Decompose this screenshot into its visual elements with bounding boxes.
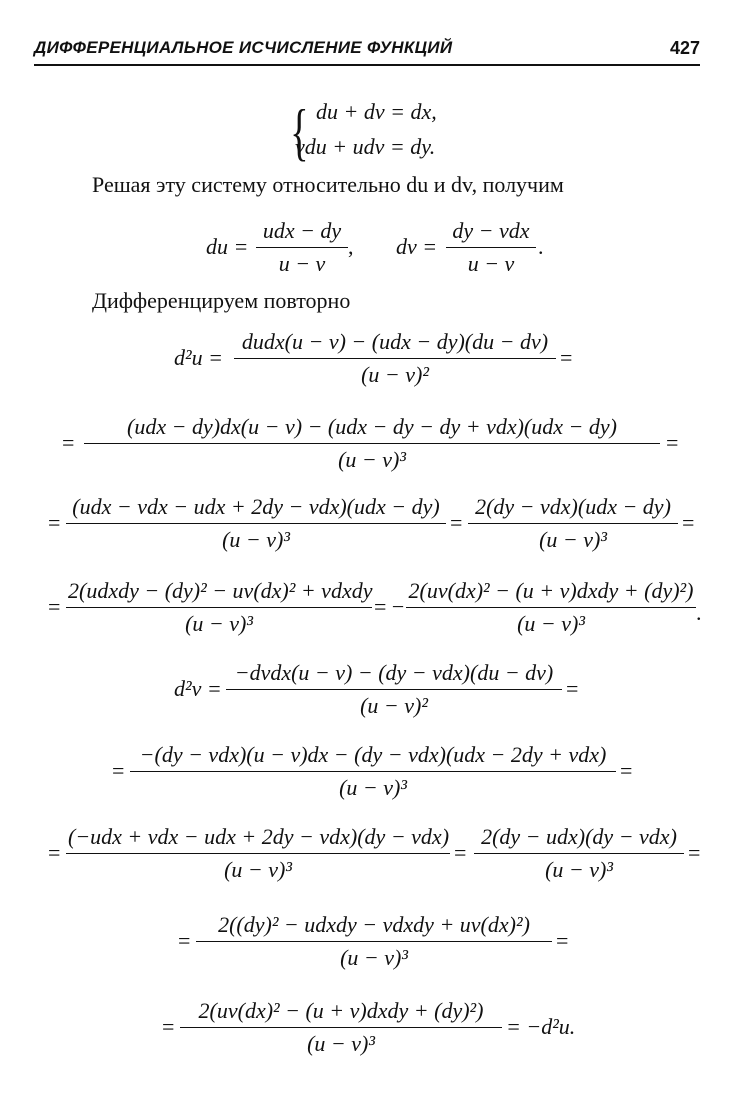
equals-sign: = xyxy=(48,510,61,535)
equals-sign: = xyxy=(560,345,573,370)
d2u-fraction-6 xyxy=(406,578,696,637)
numerator: 2(udxdy − (dy)² − uv(dx)² + vdxdy xyxy=(68,578,373,603)
page-header xyxy=(34,38,700,66)
equals-sign: = xyxy=(48,594,61,619)
d2u-fraction-1 xyxy=(234,329,556,388)
d2v-fraction-6 xyxy=(180,998,502,1057)
numerator: −dvdx(u − v) − (dy − vdx)(du − dv) xyxy=(234,660,554,685)
equals-sign: = xyxy=(688,840,701,865)
d2v-fraction-4 xyxy=(474,824,684,883)
numerator: −(dy − vdx)(u − v)dx − (dy − vdx)(udx − 2dy + vdx) xyxy=(139,742,607,767)
d2v-label: d²v = xyxy=(174,676,222,701)
numerator: 2(uv(dx)² − (u + v)dxdy + (dy)²) xyxy=(198,998,484,1023)
equals-sign: = xyxy=(162,1014,175,1039)
period: . xyxy=(538,234,544,259)
denominator: (u − v)³ xyxy=(185,611,253,636)
d2u-fraction-2 xyxy=(84,414,660,473)
d2u-label: d²u = xyxy=(174,345,223,370)
denominator: (u − v)³ xyxy=(222,527,290,552)
denominator: (u − v)² xyxy=(361,362,429,387)
system-eq-1: du + dv = dx, xyxy=(316,99,437,124)
numerator: 2(dy − vdx)(udx − dy) xyxy=(475,494,671,519)
minus-equals-sign: = − xyxy=(374,594,405,619)
equals-sign: = xyxy=(48,840,61,865)
du-fraction xyxy=(256,218,348,277)
denominator: (u − v)³ xyxy=(338,447,406,472)
numerator: (−udx + vdx − udx + 2dy − vdx)(dy − vdx) xyxy=(68,824,450,849)
denominator: (u − v)² xyxy=(360,693,428,718)
running-head: ДИФФЕРЕНЦИАЛЬНОЕ ИСЧИСЛЕНИЕ ФУНКЦИЙ xyxy=(34,38,453,57)
dv-numerator: dy − vdx xyxy=(452,218,530,243)
du-label: du = xyxy=(206,234,249,259)
du-denominator: u − v xyxy=(278,251,326,276)
equals-sign: = xyxy=(450,510,463,535)
denominator: (u − v)³ xyxy=(517,611,585,636)
equals-sign: = xyxy=(556,928,569,953)
equals-sign: = xyxy=(112,758,125,783)
equals-sign: = xyxy=(666,430,679,455)
d2v-fraction-1 xyxy=(226,660,562,719)
numerator: (udx − vdx − udx + 2dy − vdx)(udx − dy) xyxy=(72,494,440,519)
equals-sign: = xyxy=(62,430,75,455)
numerator: 2(dy − udx)(dy − vdx) xyxy=(481,824,677,849)
system-eq-2: vdu + udv = dy. xyxy=(295,134,436,159)
d2u-fraction-5 xyxy=(66,578,372,637)
denominator: (u − v)³ xyxy=(224,857,292,882)
equals-sign: = xyxy=(178,928,191,953)
denominator: (u − v)³ xyxy=(340,945,408,970)
d2v-fraction-5 xyxy=(196,912,552,971)
dv-fraction xyxy=(446,218,536,277)
numerator: dudx(u − v) − (udx − dy)(du − dv) xyxy=(241,329,549,354)
left-brace-icon: { xyxy=(290,96,309,167)
equals-sign: = xyxy=(620,758,633,783)
numerator: (udx − dy)dx(u − v) − (udx − dy − dy + vdx)(udx − dy) xyxy=(127,414,617,439)
denominator: (u − v)³ xyxy=(539,527,607,552)
equals-sign: = xyxy=(682,510,695,535)
period: . xyxy=(696,600,702,625)
equals-sign: = xyxy=(566,676,579,701)
numerator: 2((dy)² − udxdy − vdxdy + uv(dx)²) xyxy=(218,912,530,937)
d2v-fraction-3 xyxy=(66,824,450,883)
d2v-fraction-2 xyxy=(130,742,616,801)
dv-label: dv = xyxy=(396,234,438,259)
denominator: (u − v)³ xyxy=(545,857,613,882)
du-numerator: udx − dy xyxy=(262,218,342,243)
denominator: (u − v)³ xyxy=(339,775,407,800)
comma: , xyxy=(348,234,354,259)
denominator: (u − v)³ xyxy=(307,1031,375,1056)
numerator: 2(uv(dx)² − (u + v)dxdy + (dy)²) xyxy=(408,578,694,603)
dv-denominator: u − v xyxy=(467,251,515,276)
d2u-fraction-4 xyxy=(468,494,678,553)
paragraph-2: Дифференцируем повторно xyxy=(92,288,351,313)
d2u-fraction-3 xyxy=(66,494,446,553)
final-result: = −d²u. xyxy=(506,1014,576,1039)
page-number: 427 xyxy=(669,38,700,58)
paragraph-1: Решая эту систему относительно du и dv, получим xyxy=(92,172,564,197)
equals-sign: = xyxy=(454,840,467,865)
